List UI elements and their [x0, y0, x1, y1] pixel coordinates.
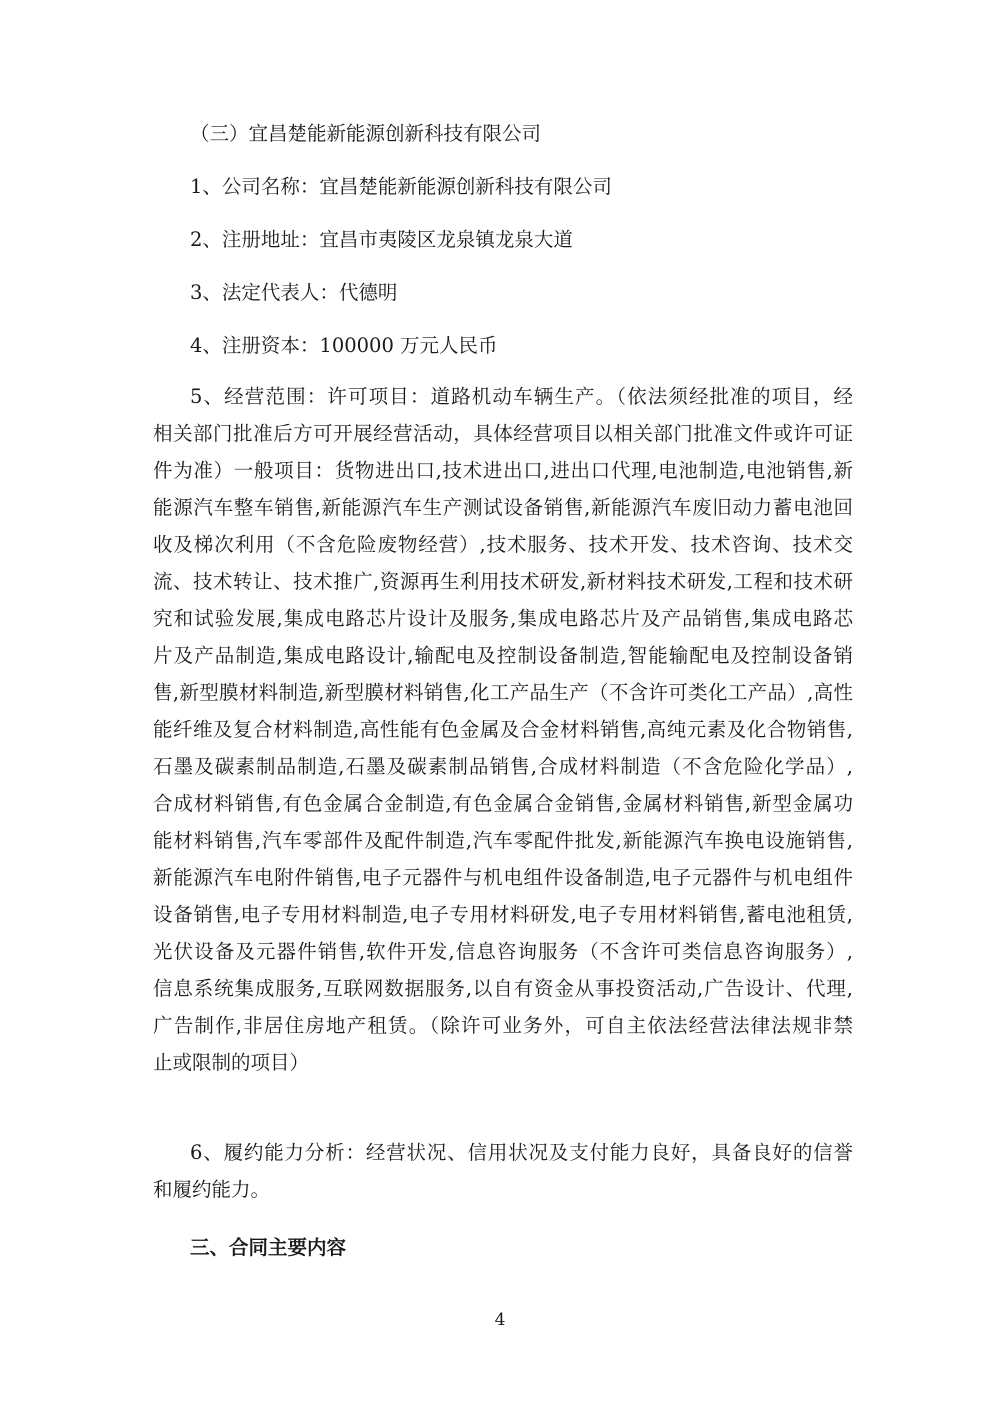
business-scope-line: 设备销售,电子专用材料制造,电子专用材料研发,电子专用材料销售,蓄电池租赁,	[153, 903, 853, 926]
business-scope-line: 石墨及碳素制品制造,石墨及碳素制品销售,合成材料制造（不含危险化学品）,	[153, 755, 853, 778]
business-scope-line: 售,新型膜材料制造,新型膜材料销售,化工产品生产（不含许可类化工产品）,高性	[153, 681, 853, 704]
business-scope-line: 收及梯次利用（不含危险废物经营）,技术服务、技术开发、技术咨询、技术交	[153, 533, 853, 556]
business-scope-line: 止或限制的项目）	[153, 1051, 310, 1074]
item-registered-address: 2、注册地址：宜昌市夷陵区龙泉镇龙泉大道	[190, 228, 573, 251]
business-scope-line: 能源汽车整车销售,新能源汽车生产测试设备销售,新能源汽车废旧动力蓄电池回	[153, 496, 853, 519]
business-scope-line: 片及产品制造,集成电路设计,输配电及控制设备制造,智能输配电及控制设备销	[153, 644, 853, 667]
performance-line: 和履约能力。	[153, 1178, 271, 1201]
section-heading: 三、合同主要内容	[190, 1236, 347, 1259]
business-scope-line: 究和试验发展,集成电路芯片设计及服务,集成电路芯片及产品销售,集成电路芯	[153, 607, 853, 630]
business-scope-line: 能材料销售,汽车零部件及配件制造,汽车零配件批发,新能源汽车换电设施销售,	[153, 829, 853, 852]
business-scope-line: 光伏设备及元器件销售,软件开发,信息咨询服务（不含许可类信息咨询服务）,	[153, 940, 853, 963]
section-title: （三）宜昌楚能新能源创新科技有限公司	[190, 122, 542, 145]
item-legal-representative: 3、法定代表人：代德明	[190, 281, 398, 304]
business-scope-line: 合成材料销售,有色金属合金制造,有色金属合金销售,金属材料销售,新型金属功	[153, 792, 853, 815]
performance-line: 6、履约能力分析：经营状况、信用状况及支付能力良好，具备良好的信誉	[190, 1141, 853, 1164]
business-scope-line: 流、技术转让、技术推广,资源再生利用技术研发,新材料技术研发,工程和技术研	[153, 570, 853, 593]
business-scope-line: 5、经营范围：许可项目：道路机动车辆生产。（依法须经批准的项目，经	[190, 385, 853, 408]
item-company-name: 1、公司名称：宜昌楚能新能源创新科技有限公司	[190, 175, 612, 198]
business-scope-line: 广告制作,非居住房地产租赁。（除许可业务外，可自主依法经营法律法规非禁	[153, 1014, 853, 1037]
business-scope-line: 信息系统集成服务,互联网数据服务,以自有资金从事投资活动,广告设计、代理,	[153, 977, 853, 1000]
business-scope-line: 件为准）一般项目：货物进出口,技术进出口,进出口代理,电池制造,电池销售,新	[153, 459, 853, 482]
page-number: 4	[494, 1310, 506, 1330]
business-scope-line: 相关部门批准后方可开展经营活动，具体经营项目以相关部门批准文件或许可证	[153, 422, 853, 445]
business-scope-line: 新能源汽车电附件销售,电子元器件与机电组件设备制造,电子元器件与机电组件	[153, 866, 853, 889]
business-scope-line: 能纤维及复合材料制造,高性能有色金属及合金材料销售,高纯元素及化合物销售,	[153, 718, 853, 741]
item-registered-capital: 4、注册资本：100000 万元人民币	[190, 334, 498, 357]
